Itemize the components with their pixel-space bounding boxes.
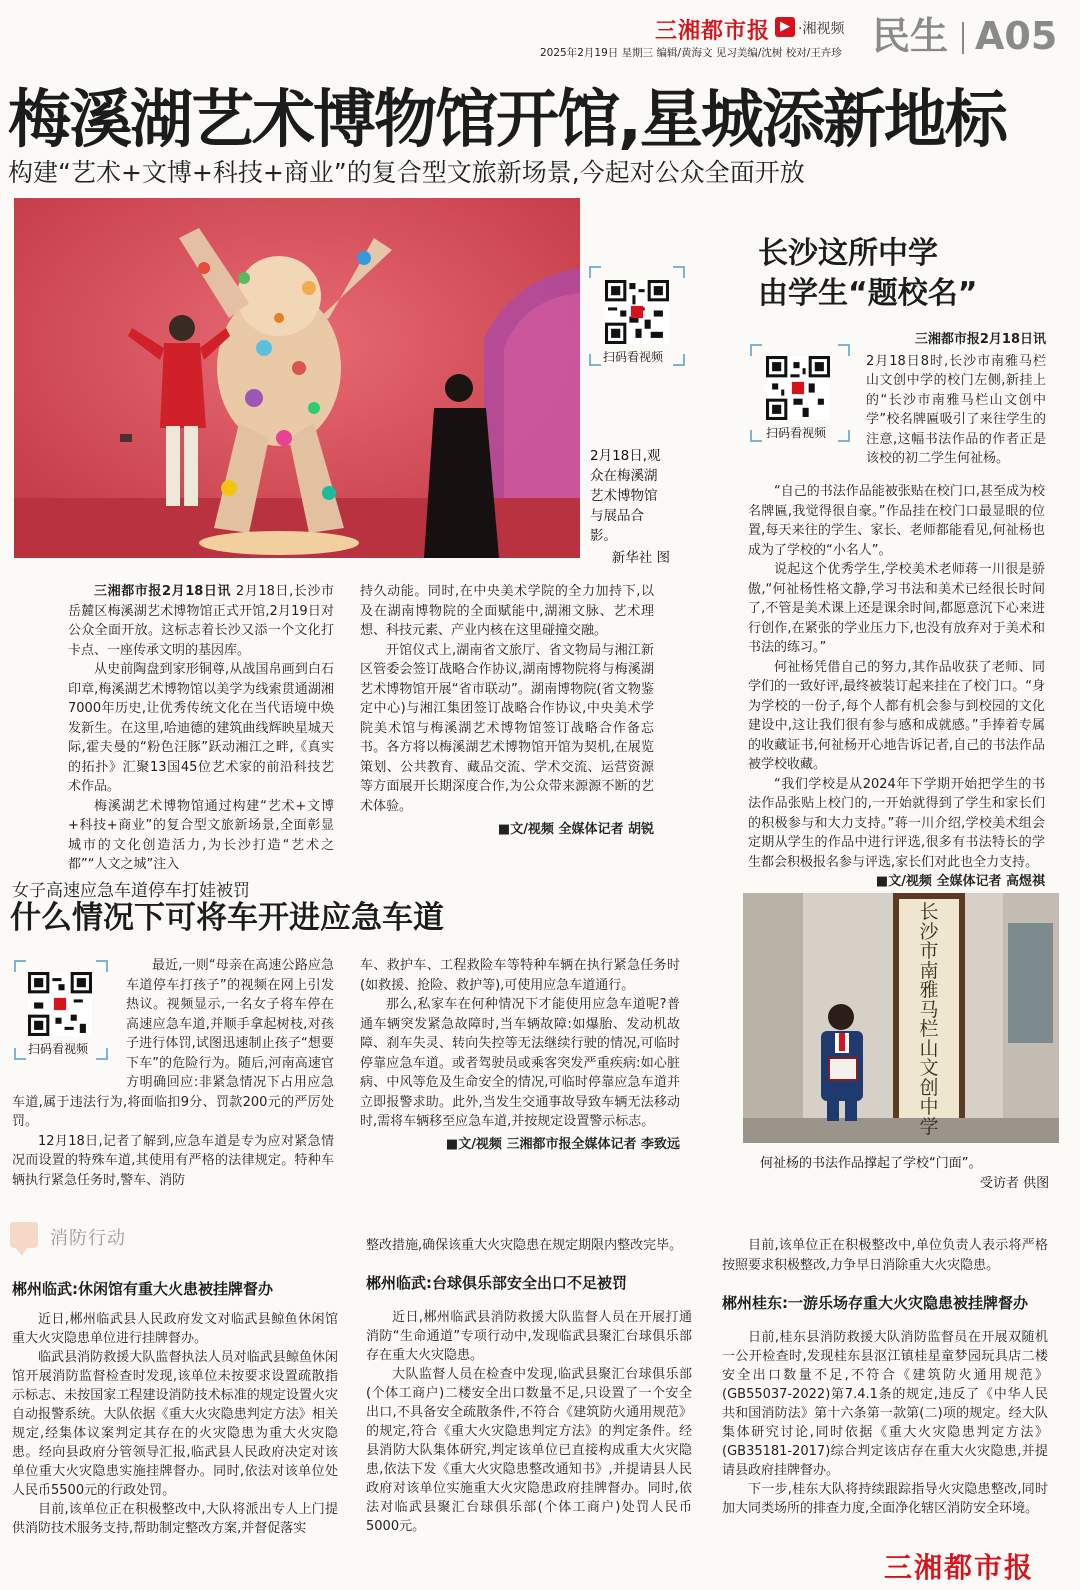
school-photo-credit: 受访者 供图 <box>980 1176 1050 1191</box>
lead-headline: 梅溪湖艺术博物馆开馆,星城添新地标 <box>8 83 1006 156</box>
masthead <box>0 0 1080 70</box>
school-qr-label: 扫码看视频 <box>766 426 827 440</box>
lane-qr-label: 扫码看视频 <box>28 1042 89 1056</box>
school-p3: 何祉杨凭借自己的努力,其作品收获了老师、同学们的一致好评,最终被装订起来挂在了校门口。“身为学校的一份子,每个人都有机会参与到校园的文化建设中,这让我们很有参与感和成就感。”手捧着专属的收藏证书,何祉杨开心地告诉记者,自己的书法作品被学校收藏。 <box>748 659 1045 772</box>
fire-a2-p2: 大队监督人员在检查中发现,临武县聚汇台球俱乐部(个体工商户)二楼安全出口数量不足,只设置了一个安全出口,不具备安全疏散条件,不符合《建筑防火通用规范》的规定,符合《重大火灾隐患判定方法》的判定条件。经县消防大队集体研究,判定该单位已直接构成重大火灾隐患,依法下发《重大火灾隐患整改通知书》,并提请县人民政府对该单位实施重大火灾隐患政府挂牌督办。同时,依法对临武县聚汇台球俱乐部(个体工商户)处罚人民币5000元。 <box>366 1367 692 1534</box>
lead-qr-block[interactable] <box>589 266 685 366</box>
lane-intro: 最近,一则“母亲在高速公路应急车道停车打孩子”的视频在网上引发热议。视频显示,一名女子将车停在高速应急车道,并顺手拿起树枝,对孩子进行体罚,试图迅速制止孩子“想要下车”的危险行为。随后,河南高速官方明确回应:非紧急情况下占用应急车道,属于违法行为,将面临扣9分、罚款200元的严厉处罚。 <box>12 958 334 1129</box>
school-headline-line2: 由学生“题校名” <box>758 276 978 311</box>
dateline: 2025年2月19日 星期三 编辑/黄海文 见习美编/沈树 校对/王卉珍 <box>540 47 842 59</box>
lead-tag: 三湘都市报2月18日讯 <box>94 584 232 599</box>
lead-col1-p3: 梅溪湖艺术博物馆通过构建“艺术+文博+科技+商业”的复合型文旅新场景,全面彰显城市的文化创造活力,为长沙打造“艺术之都”“人文之城”注入 <box>68 798 334 872</box>
caption-text: 2月18日,观众在梅溪湖艺术博物馆与展品合影。 <box>590 448 661 544</box>
section-name: 民生 <box>872 14 949 58</box>
school-headline-line1: 长沙这所中学 <box>758 236 938 271</box>
lane-kicker: 女子高速应急车道停车打娃被罚 <box>12 881 250 901</box>
school-tag: 三湘都市报2月18日讯 <box>914 332 1046 347</box>
lead-col1-p2: 从史前陶盘到家形铜尊,从战国帛画到白石印章,梅溪湖艺术博物馆以美学为线索贯通湖湘7000年历史,让优秀传统文化在当代语境中焕发新生。在这里,哈迪德的建筑曲线辉映星城天际,霍夫曼的“粉色汪豚”跃动湘江之畔,《真实的拓扑》汇聚13国45位艺术家的前沿科技艺术作品。 <box>68 662 334 794</box>
fire-a3-p2: 下一步,桂东大队将持续跟踪指导火灾隐患整改,同时加大同类场所的排查力度,全面净化辖区消防安全环境。 <box>722 1482 1048 1516</box>
lane-col-2 <box>360 956 680 1154</box>
qr-code-icon[interactable] <box>605 280 669 344</box>
footer-logo: 三湘都市报 <box>884 1551 1035 1584</box>
school-gate-illustration <box>743 893 1059 1143</box>
lane-col2-p2: 那么,私家车在何种情况下才能使用应急车道呢?普通车辆突发紧急故障时,当车辆故障:如爆胎、发动机故障、刹车失灵、转向失控等无法继续行驶的情况,可临时停靠应急车道。或者驾驶员或乘客突发严重疾病:如心脏病、中风等危及生命安全的情况,可临时停靠应急车道并立即报警求助。此外,当发生交通事故导致车辆无法移动时,需将车辆移至应急车道,并按规定设置警示标志。 <box>360 997 680 1129</box>
fire-a3-body <box>722 1328 1048 1518</box>
fire-a1-p1: 近日,郴州临武县人民政府发文对临武县鲸鱼休闲馆重大火灾隐患单位进行挂牌督办。 <box>12 1312 338 1346</box>
school-headline <box>758 234 977 314</box>
section-divider <box>962 22 964 54</box>
lead-col2-p1: 持久动能。同时,在中央美术学院的全力加持下,以及在湖南博物院的全面赋能中,湖湘文脉、艺术理想、科技元素、产业内核在这里碰撞交融。 <box>360 584 654 638</box>
fire-a2-title: 郴州临武:台球俱乐部安全出口不足被罚 <box>366 1274 628 1292</box>
fire-column-tag <box>10 1222 270 1262</box>
fire-a1-body <box>12 1310 338 1538</box>
paper-logo: 三湘都市报 <box>655 18 771 44</box>
lead-col2-p2: 开馆仪式上,湖南省文旅厅、省文物局与湘江新区管委会签订战略合作协议,湖南博物院将与梅溪湖艺术博物馆开展“省市联动”。湖南博物院(省文物鉴定中心)与湘江集团签订战略合作协议,中央美术学院美术馆与梅溪湖艺术博物馆签订战略合作备忘书。各方将以梅溪湖艺术博物馆开馆为契机,在展览策划、公共教育、藏品交流、学术交流、运营资源等方面展开长期深度合作,为公众带来源源不断的艺术体验。 <box>360 642 654 814</box>
fire-a1-title: 郴州临武:休闲馆有重大火患被挂牌督办 <box>12 1280 274 1298</box>
lane-col-1 <box>12 956 334 1190</box>
fire-a2-carry: 整改措施,确保该重大火灾隐患在规定期限内整改完毕。 <box>366 1238 683 1253</box>
lead-qr-label: 扫码看视频 <box>603 350 664 364</box>
lead-col1-p1: 2月18日,长沙市岳麓区梅溪湖艺术博物馆正式开馆,2月19日对公众全面开放。这标志着长沙又添一个文化打卡点、一座传承文明的基因库。 <box>68 584 334 658</box>
school-narrow-text: 2月18日8时,长沙市南雅马栏山文创中学的校门左侧,新挂上的“长沙市南雅马栏山文创中学”校名牌匾吸引了来往学生的注意,这幅书法作品的作者正是该校的初二学生何祉杨。 <box>866 353 1046 466</box>
school-photo <box>743 893 1059 1143</box>
lane-headline: 什么情况下可将车开进应急车道 <box>10 900 444 936</box>
school-p2: 说起这个优秀学生,学校美术老师蒋一川很是骄傲,“何祉杨性格文静,学习书法和美术已经很长时间了,不管是美术课上还是课余时间,都愿意沉下心来进行创作,在紧张的学业压力下,也没有放弃对于美术和书法的练习。” <box>748 562 1045 655</box>
lead-col-2 <box>360 582 654 840</box>
fire-a2-body <box>366 1308 692 1536</box>
fire-a1-p2: 临武县消防救援大队监督执法人员对临武县鲸鱼休闲馆开展消防监督检查时发现,该单位未按要求设置疏散指示标志、未按国家工程建设消防技术标准的规定设置火灾自动报警系统。大队依据《重大火灾隐患判定方法》相关规定,经集体议案判定其存在的火灾隐患为重大火灾隐患。经向县政府分管领导汇报,临武县人民政府决定对该单位重大火灾隐患实施挂牌督办。同时,依法对该单位处人民币5500元的行政处罚。 <box>12 1350 338 1498</box>
lead-byline: ■文/视频 全媒体记者 胡锐 <box>497 822 654 837</box>
lane-col2-p1: 车、救护车、工程救险车等特种车辆在执行紧急任务时(如救援、抢险、救护等),可使用应急车道通行。 <box>360 958 680 993</box>
museum-photo-illustration <box>14 198 580 558</box>
lane-col1-p2: 12月18日,记者了解到,应急车道是专为应对紧急情况而设置的特殊车道,其使用有严格的法律规定。特种车辆执行紧急任务时,警车、消防 <box>12 1133 334 1188</box>
school-p4: “我们学校是从2024年下学期开始把学生的书法作品张贴上校门的,一开始就得到了学生和家长们的积极参与和大力支持。”蒋一川介绍,学校美术组会定期从学生的作品中进行评选,很多有书法特长的学生都会积极报名参与评选,家长们对此也全力支持。 <box>748 776 1045 870</box>
caption-credit: 新华社 图 <box>611 550 670 566</box>
lead-photo <box>14 198 580 558</box>
video-brand: ·湘视频 <box>798 21 845 37</box>
lead-subhead: 构建“艺术+文博+科技+商业”的复合型文旅新场景,今起对公众全面开放 <box>8 158 805 187</box>
fire-a2-p1: 近日,郴州临武县消防救援大队监督人员在开展打通消防“生命通道”专项行动中,发现临武县聚汇台球俱乐部存在重大火灾隐患。 <box>366 1310 692 1363</box>
school-byline: ■文/视频 全媒体记者 高煜祺 <box>875 874 1045 889</box>
lead-col-1 <box>68 582 334 875</box>
school-lead-narrow <box>866 330 1046 469</box>
fire-a3-carry: 目前,该单位正在积极整改中,单位负责人表示将严格按照要求积极整改,力争早日消除重大火灾隐患。 <box>722 1238 1048 1273</box>
school-plaque-calligraphy: 长沙市南雅马栏山文创中学 <box>919 901 939 1138</box>
lane-byline: ■文/视频 三湘都市报全媒体记者 李致远 <box>445 1136 680 1152</box>
school-body <box>748 482 1045 892</box>
qr-code-icon[interactable] <box>766 356 830 420</box>
fire-a1-p3: 目前,该单位正在积极整改中,大队将派出专人上门提供消防技术服务支持,帮助制定整改方案,并督促落实 <box>12 1502 338 1536</box>
qr-float-spacer <box>12 956 126 1074</box>
fire-column-label: 消防行动 <box>50 1228 126 1249</box>
speech-bubble-tail <box>14 1246 28 1256</box>
fire-a3-p1: 日前,桂东县消防救援大队消防监督员在开展双随机一公开检查时,发现桂东县沤江镇桂星童梦园玩具店二楼安全出口数量不足,不符合《建筑防火通用规范》(GB55037-2022)第7.4.1条的规定,违反了《中华人民共和国消防法》第十六条第一款第(二)项的规定。经大队集体研究讨论,同时依据《重大火灾隐患判定方法》(GB35181-2017)综合判定该店存在重大火灾隐患,并提请县政府挂牌督办。 <box>722 1330 1048 1478</box>
school-photo-caption: 何祉杨的书法作品撑起了学校“门面”。 <box>760 1156 982 1171</box>
page-number: A05 <box>975 14 1058 58</box>
school-qr-block[interactable] <box>750 344 850 442</box>
speech-bubble-icon <box>10 1222 38 1248</box>
lead-photo-caption <box>590 446 670 568</box>
video-brand-icon: ▶ <box>775 17 795 37</box>
school-p1: “自己的书法作品能被张贴在校门口,甚至成为校名牌匾,我觉得很自豪。”作品挂在校门口最显眼的位置,每天来往的学生、家长、老师都能看见,何祉杨也成为了学校的“小名人”。 <box>748 484 1045 558</box>
fire-a3-title: 郴州桂东:一游乐场存重大火灾隐患被挂牌督办 <box>722 1294 1029 1312</box>
